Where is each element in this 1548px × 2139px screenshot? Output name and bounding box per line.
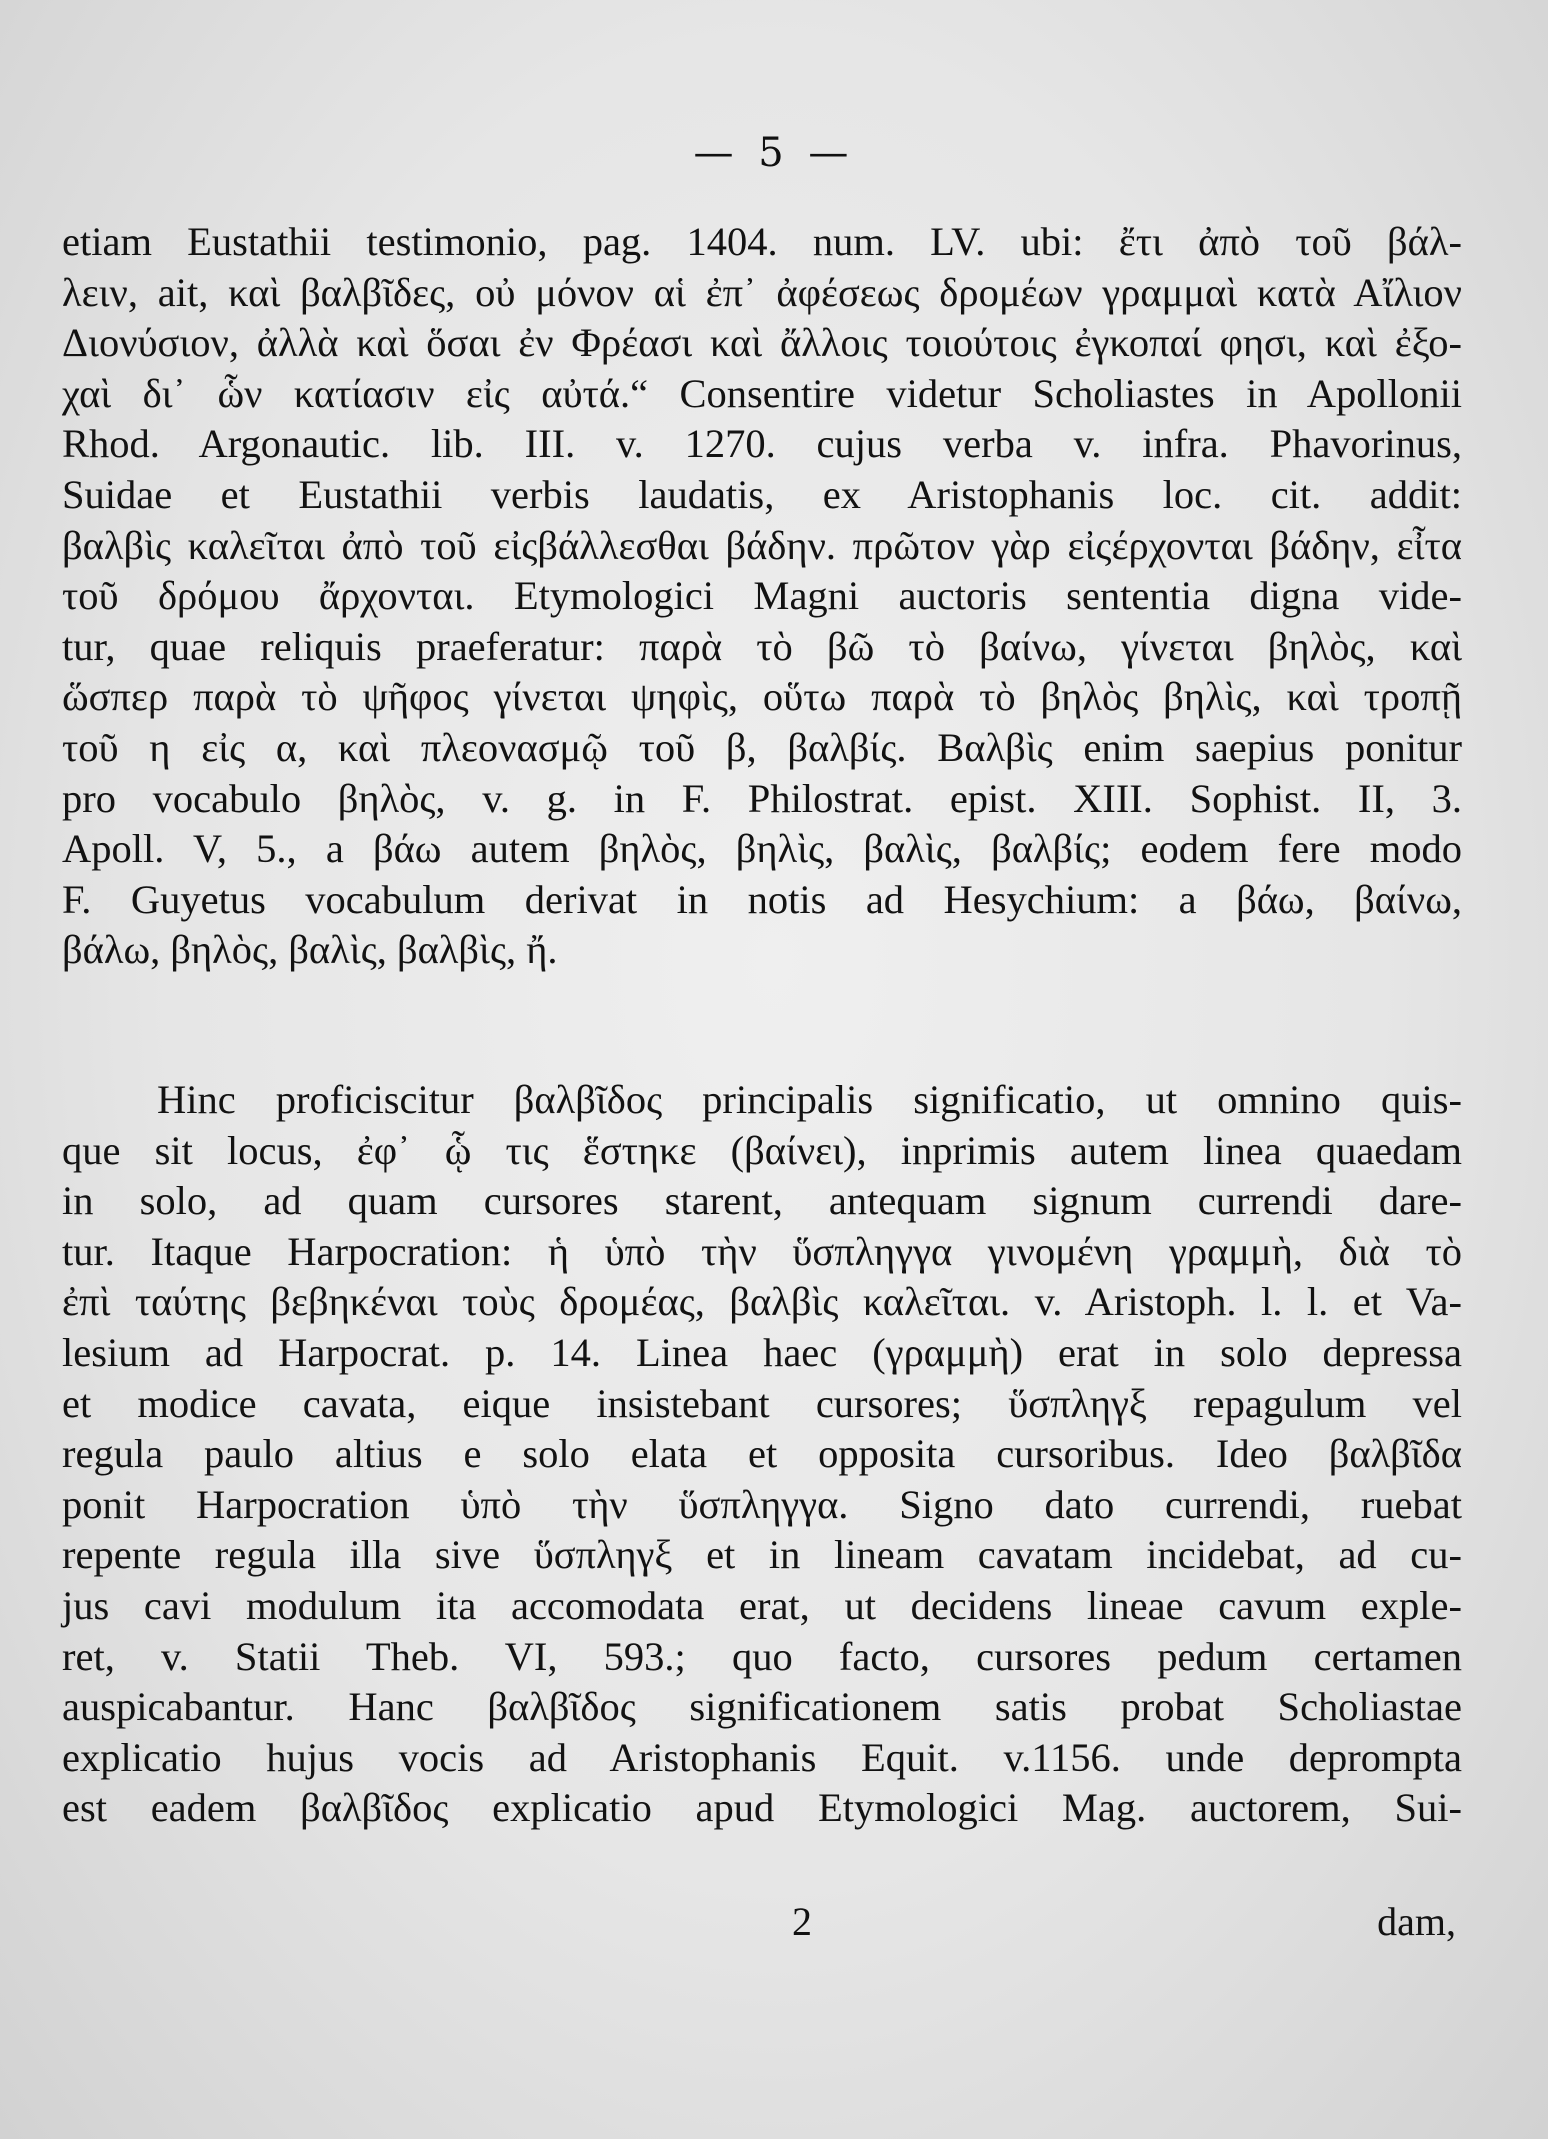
text-line: est eadem βαλβῖδος explicatio apud Etymologici Mag. auctorem, Sui- xyxy=(62,1785,1462,1831)
text-line: F. Guyetus vocabulum derivat in notis ad Hesychium: a βάω, βαίνω, xyxy=(62,876,1462,922)
text-line: Suidae et Eustathii verbis laudatis, ex Aristophanis loc. cit. addit: xyxy=(62,471,1462,517)
text-line: βαλβὶς καλεῖται ἀπὸ τοῦ εἰςβάλλεσθαι βάδην. πρῶτον γὰρ εἰςέρχονται βάδην, εἶτα xyxy=(62,522,1462,568)
text-line: auspicabantur. Hanc βαλβῖδος significationem satis probat Scholiastae xyxy=(62,1684,1462,1730)
paragraph-continuation xyxy=(62,217,1462,976)
paragraph-hinc xyxy=(62,1075,1462,1834)
catchword: dam, xyxy=(1377,1899,1456,1944)
text-line: Apoll. V, 5., a βάω autem βηλὸς, βηλὶς, βαλὶς, βαλβίς; eodem fere modo xyxy=(62,826,1462,872)
text-line: ponit Harpocration ὑπὸ τὴν ὕσπληγγα. Signo dato currendi, ruebat xyxy=(62,1481,1462,1527)
text-line: regula paulo altius e solo elata et opposita cursoribus. Ideo βαλβῖδα xyxy=(62,1431,1462,1477)
text-line: Διονύσιον, ἀλλὰ καὶ ὅσαι ἐν Φρέασι καὶ ἄλλοις τοιούτοις ἐγκοπαί φησι, καὶ ἐξο- xyxy=(62,320,1462,366)
text-line: repente regula illa sive ὕσπληγξ et in lineam cavatam incidebat, ad cu- xyxy=(62,1532,1462,1578)
text-line: ret, v. Statii Theb. VI, 593.; quo facto, cursores pedum certamen xyxy=(62,1633,1462,1679)
text-line: jus cavi modulum ita accomodata erat, ut decidens lineae cavum exple- xyxy=(62,1582,1462,1628)
text-line: etiam Eustathii testimonio, pag. 1404. num. LV. ubi: ἔτι ἀπὸ τοῦ βάλ- xyxy=(62,219,1462,264)
text-line: τοῦ η εἰς α, καὶ πλεονασμῷ τοῦ β, βαλβίς. Βαλβὶς enim saepius ponitur xyxy=(62,724,1462,770)
text-line: in solo, ad quam cursores starent, antequam signum currendi dare- xyxy=(62,1178,1462,1224)
text-line: tur, quae reliquis praeferatur: παρὰ τὸ βῶ τὸ βαίνω, γίνεται βηλὸς, καὶ xyxy=(62,623,1462,669)
text-line: explicatio hujus vocis ad Aristophanis Equit. v.1156. unde deprompta xyxy=(62,1734,1462,1780)
text-line: τοῦ δρόμου ἄρχονται. Etymologici Magni auctoris sententia digna vide- xyxy=(62,573,1462,619)
text-line: Rhod. Argonautic. lib. III. v. 1270. cujus verba v. infra. Phavorinus, xyxy=(62,421,1462,467)
text-line: Hinc proficiscitur βαλβῖδος principalis significatio, ut omnino quis- xyxy=(157,1077,1462,1122)
text-line: que sit locus, ἐφ᾽ ᾧ τις ἕστηκε (βαίνει), inprimis autem linea quaedam xyxy=(62,1127,1462,1173)
text-line: pro vocabulo βηλὸς, v. g. in F. Philostrat. epist. XIII. Sophist. II, 3. xyxy=(62,775,1462,821)
text-line: λειν, ait, καὶ βαλβῖδες, οὐ μόνον αἱ ἐπ᾽ ἀφέσεως δρομέων γραμμαὶ κατὰ Αἴλιον xyxy=(62,269,1462,315)
text-line: lesium ad Harpocrat. p. 14. Linea haec (γραμμὴ) erat in solo depressa xyxy=(62,1329,1462,1375)
text-line: ὥσπερ παρὰ τὸ ψῆφος γίνεται ψηφὶς, οὕτω παρὰ τὸ βηλὸς βηλὶς, καὶ τροπῇ xyxy=(62,674,1462,720)
text-line: βάλω, βηλὸς, βαλὶς, βαλβὶς, ἤ. xyxy=(62,927,558,973)
text-line: χαὶ δι᾽ ὧν κατίασιν εἰς αὐτά.“ Consentire videtur Scholiastes in Apollonii xyxy=(62,370,1462,416)
text-line: tur. Itaque Harpocration: ἡ ὑπὸ τὴν ὕσπληγγα γινομένη γραμμὴ, διὰ τὸ xyxy=(62,1228,1462,1274)
text-line: ἐπὶ ταύτης βεβηκέναι τοὺς δρομέας, βαλβὶς καλεῖται. v. Aristoph. l. l. et Va- xyxy=(62,1279,1462,1325)
text-line: et modice cavata, eique insistebant cursores; ὕσπληγξ repagulum vel xyxy=(62,1380,1462,1426)
signature-mark: 2 xyxy=(792,1899,812,1944)
page-number: — 5 — xyxy=(693,130,855,176)
